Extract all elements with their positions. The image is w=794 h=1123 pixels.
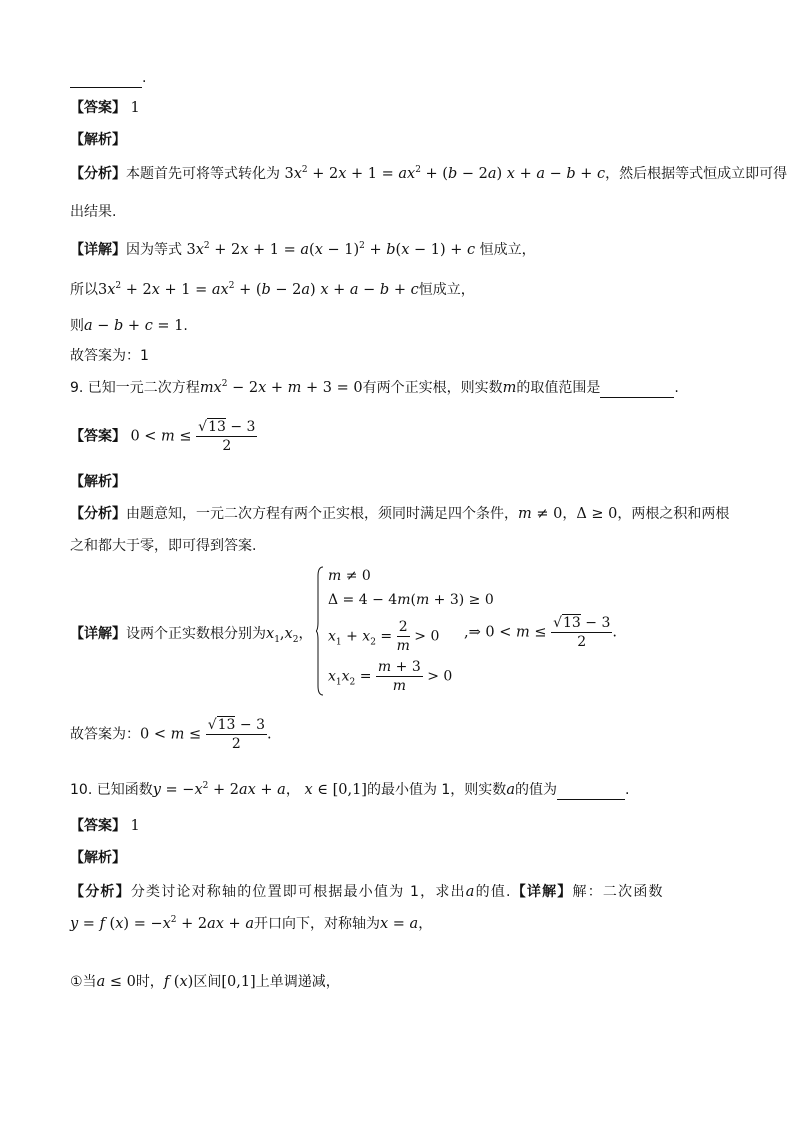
q8-so-line	[70, 280, 475, 300]
q10-analysis-label	[70, 848, 126, 868]
q10-answer-line	[70, 816, 140, 836]
so-text-2: 恒成立，	[418, 282, 475, 298]
var-a: a	[465, 884, 476, 900]
period: .	[674, 380, 679, 396]
equation: m ≠ 0	[518, 506, 563, 522]
comma: ，	[298, 626, 313, 642]
q9-final-line: 故答案为：0 < m ≤ $\frac{√13 - 3}{2}$ .	[70, 717, 272, 752]
interval: [0,1]	[221, 974, 256, 990]
axis-eq: x = a	[379, 916, 419, 932]
fenxi-text: 本题首先可将等式转化为	[126, 166, 280, 182]
so-text: 所以	[70, 282, 98, 298]
q8-fenxi-line2	[70, 202, 116, 222]
period: .	[142, 70, 147, 86]
roots: $x_1,x_2$	[266, 626, 299, 645]
equation: a − b + c = 1	[84, 318, 184, 334]
var-a: a	[506, 782, 515, 798]
q9-fenxi-line: 【分析】由题意知，一元二次方程有两个正实根，须同时满足四个条件，m ≠ 0，Δ ≥ 0，两根之积和两根	[70, 506, 730, 522]
equation: $3x^2 + 2x + 1 = a(x - 1)^2 + b(x - 1) + c$	[186, 241, 476, 258]
case-text: 时，	[135, 974, 164, 990]
condition-4: $x_1x_2$ = $\frac{m + 3}{m}$ > 0	[328, 659, 453, 694]
equation: $3x^2 + 2x + 1 = ax^2 + (b - 2a) x + a - b + c$	[98, 281, 419, 298]
fenxi-label: 【分析】	[70, 506, 126, 522]
analysis-label: 【解析】	[70, 132, 126, 148]
function: f (x)	[163, 974, 194, 990]
function: y = f $(x) = -x^2 + 2ax + a$	[70, 915, 254, 932]
xiangjie-label: 【详解】	[70, 626, 126, 642]
fenxi-label: 【分析】	[70, 166, 126, 182]
case-text-3: 上单调递减，	[255, 974, 340, 990]
stem-text: 10. 已知函数	[70, 782, 153, 798]
final-expr: 0 < m ≤	[140, 726, 206, 743]
stem-text-2: 的最小值为 1，则实数	[366, 782, 507, 798]
domain: x ∈ [0,1]	[304, 782, 367, 798]
equation: $3x^2 + 2x + 1 = ax^2 + (b - 2a) x + a - b + c$	[284, 165, 606, 182]
final-answer: 故答案为：1	[70, 348, 149, 364]
stem-text-2: 有两个正实根，则实数	[362, 380, 503, 396]
q9-fenxi-line2	[70, 536, 256, 556]
period: .	[183, 318, 188, 334]
then-text: 则	[70, 318, 84, 334]
q9-analysis-label	[70, 472, 126, 492]
xiangjie-label: 【详解】	[511, 884, 573, 900]
function: $y = -x^2 + 2ax + a$	[152, 781, 286, 798]
comma: ，	[418, 916, 433, 932]
case-label: ①当	[70, 974, 97, 990]
condition-2: Δ = 4 − 4m(m + 3) ≥ 0	[328, 592, 494, 608]
var-m: m	[502, 380, 517, 396]
case-text-2: 区间	[193, 974, 222, 990]
q8-answer-line	[70, 98, 140, 118]
q10-case1	[70, 972, 340, 992]
fenxi-line2: 之和都大于零，即可得到答案.	[70, 538, 257, 554]
q10-stem: 10. 已知函数$y = -x^2 + 2ax + a$， x ∈ [0,1]的最小值为 1，则实数a的值为 .	[70, 781, 630, 798]
analysis-label: 【解析】	[70, 474, 126, 490]
period: .	[624, 782, 630, 798]
stem-text: 9. 已知一元二次方程	[70, 380, 200, 396]
stem-text-3: 的值为	[514, 782, 557, 798]
fenxi-text: 由题意知，一元二次方程有两个正实根，须同时满足四个条件，	[126, 506, 518, 522]
fenxi-text: 分类讨论对称轴的位置即可根据最小值为 1，求出	[130, 884, 466, 900]
fenxi-text-2: ，两根之积和两根	[617, 506, 730, 522]
top-blank-line	[70, 68, 146, 88]
answer-label: 【答案】	[70, 428, 126, 445]
q8-xiangjie-line	[70, 240, 536, 260]
xiangjie-text: 因为等式	[126, 242, 182, 258]
fraction: $\frac{√13 - 3}{2}$	[198, 419, 256, 454]
fraction: $\frac{√13 - 3}{2}$	[553, 615, 611, 650]
q9-answer-line	[70, 418, 257, 462]
q8-analysis-label	[70, 130, 126, 150]
q9-stem	[70, 378, 679, 398]
inequality-system	[316, 566, 494, 696]
condition-3: $x_1 + x_2$ = $\frac{2}{m}$ > 0	[328, 619, 440, 654]
q9-implies: ,⇒ 0 < m ≤ $\frac{√13 - 3}{2}$ .	[464, 615, 617, 650]
implies-expr: ,⇒ 0 < m ≤	[464, 624, 552, 641]
xiangjie-text-2: 恒成立，	[479, 242, 536, 258]
condition: a ≤ 0	[96, 974, 136, 990]
answer-value: 1	[130, 100, 140, 116]
answer-label: 【答案】	[70, 818, 126, 834]
answer-value: 1	[130, 818, 140, 834]
q9-xiangjie-line	[70, 624, 312, 644]
equation: $mx^2 - 2x + m + 3 = 0$	[199, 379, 363, 396]
answer-label: 【答案】	[70, 100, 126, 116]
equation: Δ ≥ 0	[576, 506, 618, 522]
fenxi-text-2: ，然后根据等式恒成立即可得	[605, 166, 788, 182]
xiangjie-text: 设两个正实数根分别为	[126, 626, 266, 642]
q8-fenxi-line	[70, 164, 787, 184]
fenxi-text-2: 的值.	[475, 884, 512, 900]
q10-line2	[70, 914, 432, 934]
xiangjie-text: 解：二次函数	[572, 884, 664, 900]
analysis-label: 【解析】	[70, 850, 126, 866]
fraction: $\frac{√13 - 3}{2}$	[207, 717, 266, 752]
left-brace	[316, 566, 324, 696]
final-label: 故答案为：	[70, 726, 140, 743]
fenxi-line2: 出结果.	[70, 204, 117, 220]
answer-expr: 0 < m ≤	[130, 428, 197, 445]
q10-fenxi-line	[70, 882, 664, 902]
line2-text: 开口向下，对称轴为	[253, 916, 380, 932]
stem-text-3: 的取值范围是	[516, 380, 601, 396]
q8-final-line	[70, 346, 149, 366]
q8-then-line	[70, 316, 188, 336]
condition-1: m ≠ 0	[328, 568, 371, 584]
fenxi-label: 【分析】	[70, 884, 131, 900]
xiangjie-label: 【详解】	[70, 242, 126, 258]
